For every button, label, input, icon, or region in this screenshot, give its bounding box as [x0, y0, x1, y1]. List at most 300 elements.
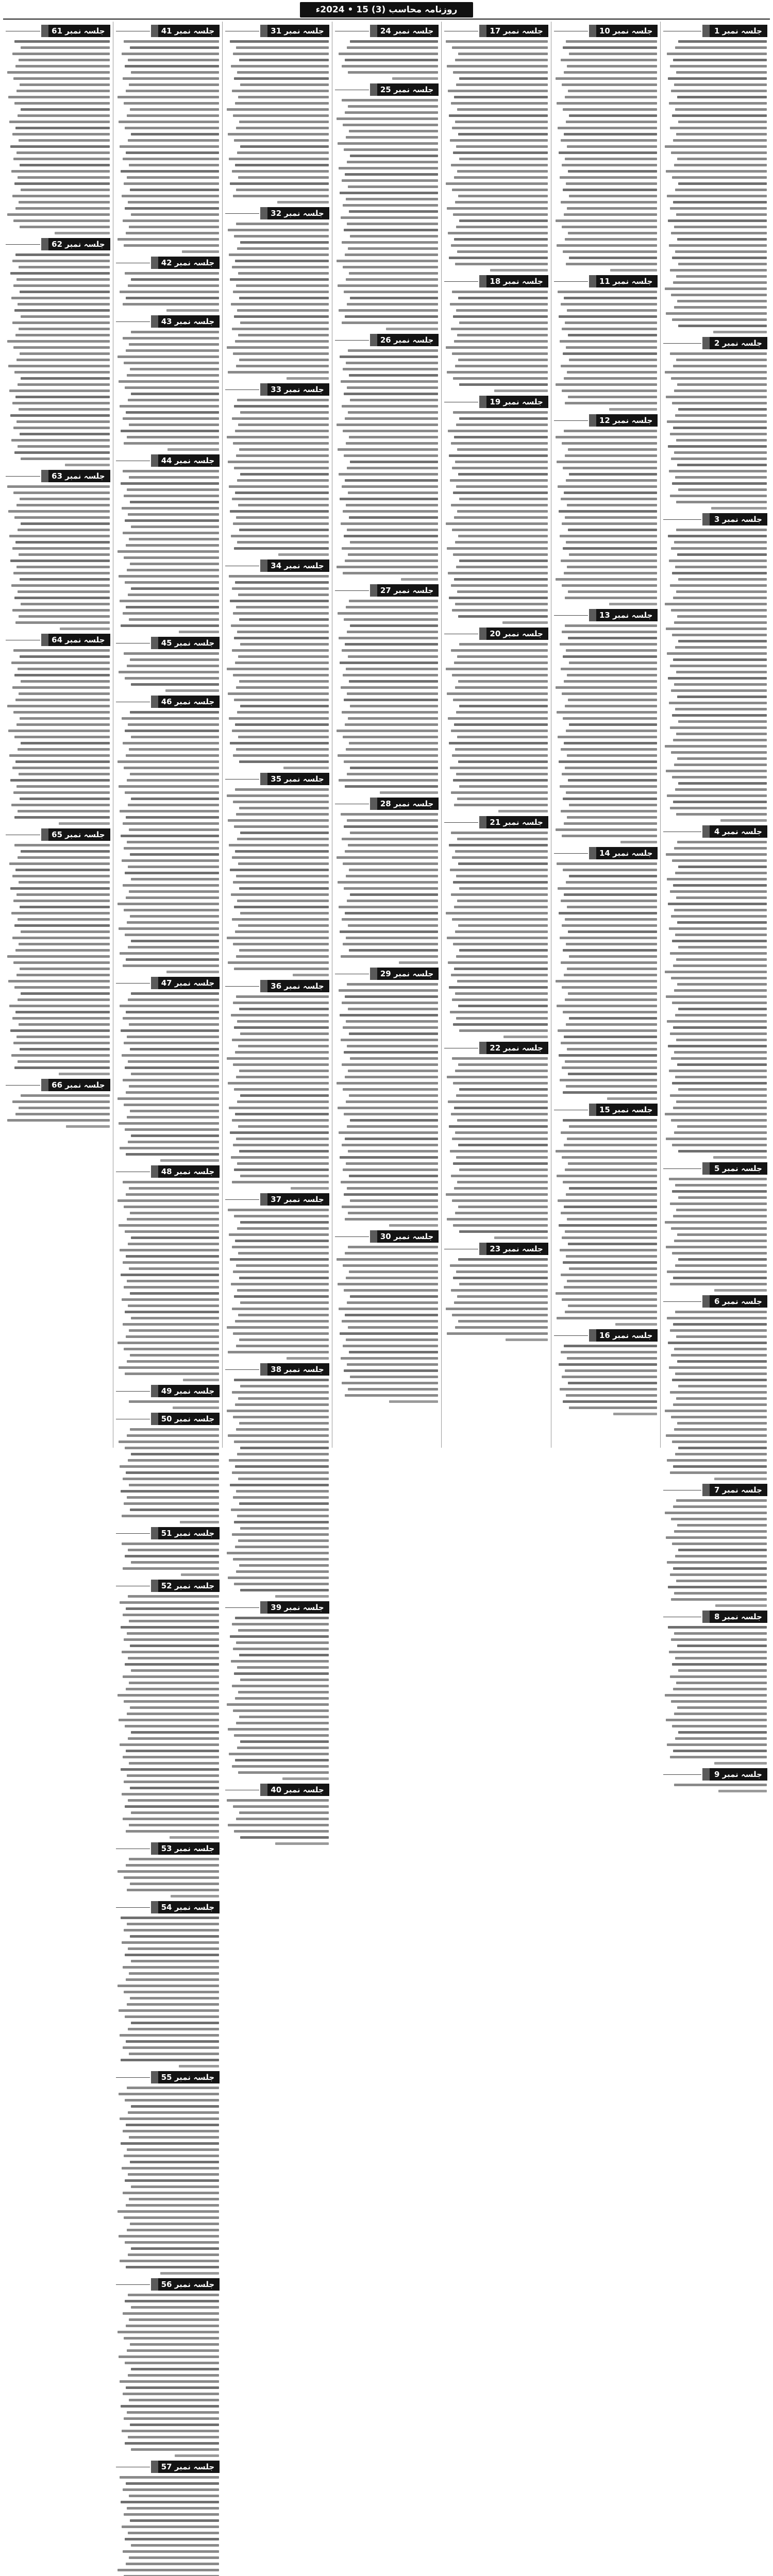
text-line — [671, 751, 767, 754]
text-line — [277, 201, 329, 204]
text-line — [129, 2495, 220, 2497]
text-line — [120, 145, 220, 148]
text-line — [125, 1311, 220, 1313]
header-accent — [589, 275, 596, 287]
text-line — [124, 1700, 220, 1703]
text-line — [450, 869, 548, 871]
text-line — [455, 263, 548, 265]
text-line — [122, 195, 220, 197]
text-line — [565, 238, 658, 241]
text-line — [556, 436, 658, 438]
text-line — [563, 1011, 658, 1013]
text-line — [123, 77, 220, 80]
text-line — [561, 1042, 658, 1044]
text-line — [236, 1818, 329, 1820]
text-line — [459, 705, 548, 707]
text-line — [129, 890, 220, 893]
article-header — [225, 207, 329, 219]
text-line — [11, 297, 110, 299]
text-line — [235, 788, 329, 791]
text-line — [615, 1323, 658, 1326]
text-line — [675, 108, 767, 111]
text-line — [665, 1694, 767, 1697]
article-number-label: جلسہ نمبر 3 — [710, 513, 767, 526]
text-line — [665, 1410, 767, 1412]
text-line — [228, 1824, 329, 1826]
text-line — [235, 430, 329, 432]
text-line — [233, 1063, 329, 1066]
header-accent — [702, 1295, 710, 1308]
text-line — [237, 1747, 329, 1749]
text-line — [20, 291, 109, 293]
text-line — [125, 934, 220, 936]
article-number-label: جلسہ نمبر 63 — [48, 470, 110, 482]
text-line — [561, 1131, 658, 1134]
text-line — [449, 742, 548, 744]
text-line — [239, 1150, 329, 1153]
article-number-label: جلسہ نمبر 53 — [158, 1842, 220, 1855]
text-line — [449, 844, 548, 846]
text-line — [123, 1966, 220, 1969]
text-line — [128, 2173, 220, 2176]
text-line — [19, 408, 109, 411]
text-line — [128, 139, 220, 142]
text-line — [20, 433, 109, 435]
text-line — [349, 1351, 439, 1353]
text-line — [454, 238, 548, 241]
text-line — [343, 124, 439, 126]
text-line — [121, 170, 220, 173]
text-line — [342, 65, 439, 67]
article — [116, 2278, 220, 2457]
text-line — [236, 955, 329, 958]
text-line — [240, 241, 329, 244]
text-line — [10, 887, 110, 890]
text-line — [237, 838, 329, 840]
text-line — [671, 1119, 767, 1122]
text-line — [456, 1156, 548, 1159]
text-line — [122, 859, 220, 862]
text-line — [676, 1682, 767, 1684]
text-line — [231, 893, 329, 896]
text-line — [557, 862, 658, 865]
article — [335, 83, 439, 330]
text-line — [346, 278, 439, 281]
text-line — [235, 1240, 329, 1242]
article-body — [116, 652, 220, 692]
text-line — [564, 213, 658, 216]
text-line — [670, 65, 767, 67]
text-line — [124, 1348, 220, 1350]
header-accent — [151, 25, 158, 37]
text-line — [566, 1023, 658, 1026]
article-header — [444, 816, 548, 828]
newspaper-column — [332, 22, 442, 1448]
text-line — [18, 383, 110, 386]
text-line — [567, 816, 658, 819]
text-line — [459, 219, 548, 222]
article-header — [554, 847, 658, 859]
text-line — [20, 578, 109, 581]
text-line — [12, 1100, 110, 1103]
text-line — [561, 1212, 658, 1214]
text-line — [346, 1162, 439, 1165]
text-line — [15, 699, 110, 701]
text-line — [21, 46, 109, 49]
text-line — [564, 377, 658, 380]
text-line — [675, 414, 767, 417]
text-line — [344, 1369, 439, 1372]
text-line — [127, 779, 220, 782]
text-line — [562, 584, 658, 587]
text-line — [125, 1066, 220, 1069]
text-line — [239, 1716, 329, 1718]
text-line — [673, 1505, 767, 1508]
text-line — [166, 309, 219, 312]
text-line — [282, 1777, 329, 1780]
text-line — [127, 1496, 220, 1499]
article — [444, 396, 548, 624]
text-line — [449, 986, 548, 989]
text-line — [566, 943, 658, 945]
text-line — [564, 893, 658, 896]
text-line — [232, 1685, 329, 1687]
text-line — [456, 145, 548, 148]
text-line — [126, 2124, 220, 2126]
header-accent — [370, 25, 377, 37]
text-line — [561, 59, 658, 61]
text-line — [506, 1338, 548, 1341]
text-line — [674, 989, 767, 992]
text-line — [566, 1255, 658, 1258]
text-line — [234, 1583, 329, 1585]
text-line — [228, 819, 329, 822]
article-header — [663, 1611, 767, 1623]
text-line — [670, 1675, 767, 1678]
text-line — [665, 145, 767, 148]
text-line — [131, 1073, 220, 1075]
text-line — [237, 900, 329, 902]
text-line — [559, 1363, 658, 1366]
text-line — [569, 1267, 658, 1270]
article-body — [444, 1258, 548, 1341]
text-line — [674, 764, 767, 766]
text-line — [131, 1236, 220, 1239]
text-line — [561, 498, 658, 500]
text-line — [239, 1654, 329, 1656]
text-line — [8, 980, 110, 982]
text-line — [671, 294, 767, 296]
article-number-label: جلسہ نمبر 40 — [267, 1784, 329, 1796]
text-line — [121, 2501, 220, 2503]
text-line — [126, 1978, 220, 1981]
text-line — [229, 158, 329, 160]
text-line — [236, 454, 329, 457]
text-line — [568, 170, 658, 173]
text-line — [456, 226, 548, 228]
text-line — [562, 164, 658, 166]
text-line — [340, 355, 439, 358]
text-line — [239, 1008, 329, 1010]
article-number-label: جلسہ نمبر 55 — [158, 2071, 220, 2083]
text-line — [447, 1332, 548, 1335]
text-line — [447, 937, 548, 939]
text-line — [183, 1379, 219, 1381]
article — [663, 513, 767, 822]
text-line — [128, 594, 220, 596]
text-line — [233, 1805, 329, 1808]
text-line — [237, 1100, 329, 1103]
text-line — [19, 328, 109, 330]
header-rule — [663, 519, 701, 520]
text-line — [131, 331, 220, 333]
article-header — [116, 1842, 220, 1855]
text-line — [124, 2417, 220, 2420]
text-line — [345, 315, 439, 318]
text-line — [455, 121, 548, 123]
article-number-label: جلسہ نمبر 47 — [158, 977, 220, 989]
text-line — [124, 2216, 220, 2219]
header-accent — [589, 609, 596, 621]
article-header — [554, 609, 658, 621]
text-line — [566, 1193, 658, 1196]
text-line — [129, 1023, 220, 1026]
text-line — [236, 1722, 329, 1724]
text-line — [667, 1020, 767, 1023]
text-line — [678, 1258, 767, 1261]
text-line — [557, 1317, 658, 1319]
text-line — [345, 1314, 439, 1316]
text-line — [674, 306, 767, 309]
text-line — [350, 767, 439, 769]
text-line — [278, 553, 329, 556]
text-line — [457, 736, 548, 738]
text-line — [228, 1434, 329, 1437]
article-number-label: جلسہ نمبر 49 — [158, 1385, 220, 1397]
text-line — [564, 1286, 658, 1289]
text-line — [121, 1626, 220, 1629]
text-line — [127, 1280, 220, 1282]
text-line — [458, 615, 548, 618]
text-line — [121, 2142, 220, 2145]
text-line — [125, 1805, 220, 1808]
article — [225, 773, 329, 976]
text-line — [123, 1614, 220, 1616]
text-line — [238, 504, 329, 506]
text-line — [125, 2015, 220, 2018]
text-line — [117, 96, 220, 98]
text-line — [557, 1175, 658, 1177]
article-body — [6, 1094, 110, 1128]
text-line — [130, 1706, 220, 1709]
article-header — [116, 25, 220, 37]
article — [663, 825, 767, 1159]
text-line — [236, 189, 329, 191]
text-line — [232, 170, 329, 173]
article-number-label: جلسہ نمبر 18 — [486, 275, 548, 287]
text-line — [447, 1076, 548, 1078]
text-line — [238, 334, 329, 336]
text-line — [126, 349, 220, 352]
text-line — [342, 1002, 439, 1004]
text-line — [338, 448, 439, 451]
article-header — [6, 470, 110, 482]
text-line — [232, 1246, 329, 1248]
text-line — [346, 504, 439, 506]
text-line — [235, 662, 329, 664]
text-line — [129, 618, 220, 621]
text-line — [456, 773, 548, 775]
text-line — [233, 943, 329, 945]
text-line — [563, 655, 658, 658]
article-body — [116, 40, 220, 253]
text-line — [235, 102, 329, 105]
text-line — [14, 451, 110, 454]
newspaper-column — [113, 22, 223, 2471]
text-line — [569, 955, 658, 958]
text-line — [230, 510, 329, 513]
text-line — [14, 309, 110, 312]
text-line — [231, 1014, 329, 1016]
header-accent — [151, 315, 158, 328]
text-line — [119, 2355, 220, 2358]
text-line — [121, 2059, 220, 2061]
header-rule — [116, 983, 150, 984]
text-line — [123, 470, 220, 472]
text-line — [677, 158, 767, 160]
text-line — [665, 1113, 767, 1115]
text-line — [119, 2009, 220, 2012]
article-header — [225, 773, 329, 785]
text-line — [556, 578, 658, 581]
text-line — [131, 1561, 220, 1564]
text-line — [231, 1156, 329, 1159]
text-line — [672, 1440, 767, 1443]
text-line — [234, 235, 329, 238]
header-rule — [116, 321, 150, 322]
text-line — [339, 473, 439, 476]
text-line — [456, 711, 548, 714]
text-line — [560, 176, 658, 179]
text-line — [124, 1876, 220, 1879]
text-line — [563, 46, 658, 49]
article-header — [444, 628, 548, 640]
text-line — [676, 501, 767, 503]
text-line — [233, 1002, 329, 1004]
article — [116, 1901, 220, 2067]
text-line — [227, 1703, 329, 1706]
text-line — [349, 272, 439, 275]
text-line — [671, 977, 767, 979]
text-line — [124, 1042, 220, 1044]
text-line — [234, 1521, 329, 1523]
text-line — [342, 918, 439, 921]
text-line — [347, 467, 439, 469]
text-line — [124, 847, 220, 850]
text-line — [342, 485, 439, 488]
text-line — [666, 1536, 767, 1539]
text-line — [122, 1793, 220, 1795]
text-line — [566, 263, 658, 265]
text-line — [228, 1577, 329, 1579]
text-line — [565, 1230, 658, 1233]
article — [116, 25, 220, 253]
masthead-rule — [3, 19, 770, 20]
text-line — [449, 454, 548, 457]
text-line — [459, 383, 548, 386]
article-number-label: جلسہ نمبر 23 — [486, 1243, 548, 1255]
text-line — [447, 207, 548, 210]
text-line — [119, 2235, 220, 2238]
text-line — [240, 321, 329, 324]
text-line — [349, 949, 439, 952]
text-line — [123, 1181, 220, 1183]
text-line — [342, 1144, 439, 1146]
text-line — [240, 1447, 329, 1449]
text-line — [123, 2192, 220, 2194]
text-line — [458, 133, 548, 135]
text-line — [123, 612, 220, 615]
text-line — [451, 791, 548, 794]
header-rule — [116, 1533, 150, 1534]
text-line — [676, 529, 767, 531]
text-line — [568, 590, 658, 593]
text-line — [340, 192, 439, 194]
text-line — [448, 1100, 548, 1103]
text-line — [228, 961, 329, 964]
article-body — [554, 624, 658, 843]
text-line — [565, 454, 658, 457]
text-line — [121, 430, 220, 432]
text-line — [14, 986, 110, 989]
text-line — [13, 346, 110, 349]
text-line — [669, 244, 767, 247]
text-line — [669, 470, 767, 472]
text-line — [131, 736, 220, 738]
text-line — [234, 968, 329, 970]
article-number-label: جلسہ نمبر 22 — [486, 1042, 548, 1054]
text-line — [556, 77, 658, 80]
text-line — [239, 297, 329, 299]
text-line — [234, 1672, 329, 1675]
article-header — [116, 696, 220, 708]
text-line — [559, 1224, 658, 1227]
article-number-label: جلسہ نمبر 62 — [48, 238, 110, 250]
text-line — [350, 1376, 439, 1378]
header-accent — [41, 470, 48, 482]
text-line — [347, 983, 439, 986]
text-line — [21, 189, 109, 191]
article-body — [444, 832, 548, 1038]
text-line — [344, 1289, 439, 1292]
text-line — [125, 1128, 220, 1131]
text-line — [131, 683, 220, 686]
text-line — [674, 1784, 767, 1786]
text-line — [344, 825, 439, 828]
header-rule — [663, 1168, 701, 1169]
text-line — [558, 485, 658, 488]
text-line — [668, 445, 767, 448]
text-line — [127, 841, 220, 843]
text-line — [347, 631, 439, 633]
text-line — [665, 1221, 767, 1224]
text-line — [236, 1076, 329, 1078]
text-line — [119, 1719, 220, 1721]
text-line — [459, 643, 548, 646]
text-line — [117, 903, 220, 905]
text-line — [130, 915, 220, 918]
text-line — [14, 597, 110, 599]
